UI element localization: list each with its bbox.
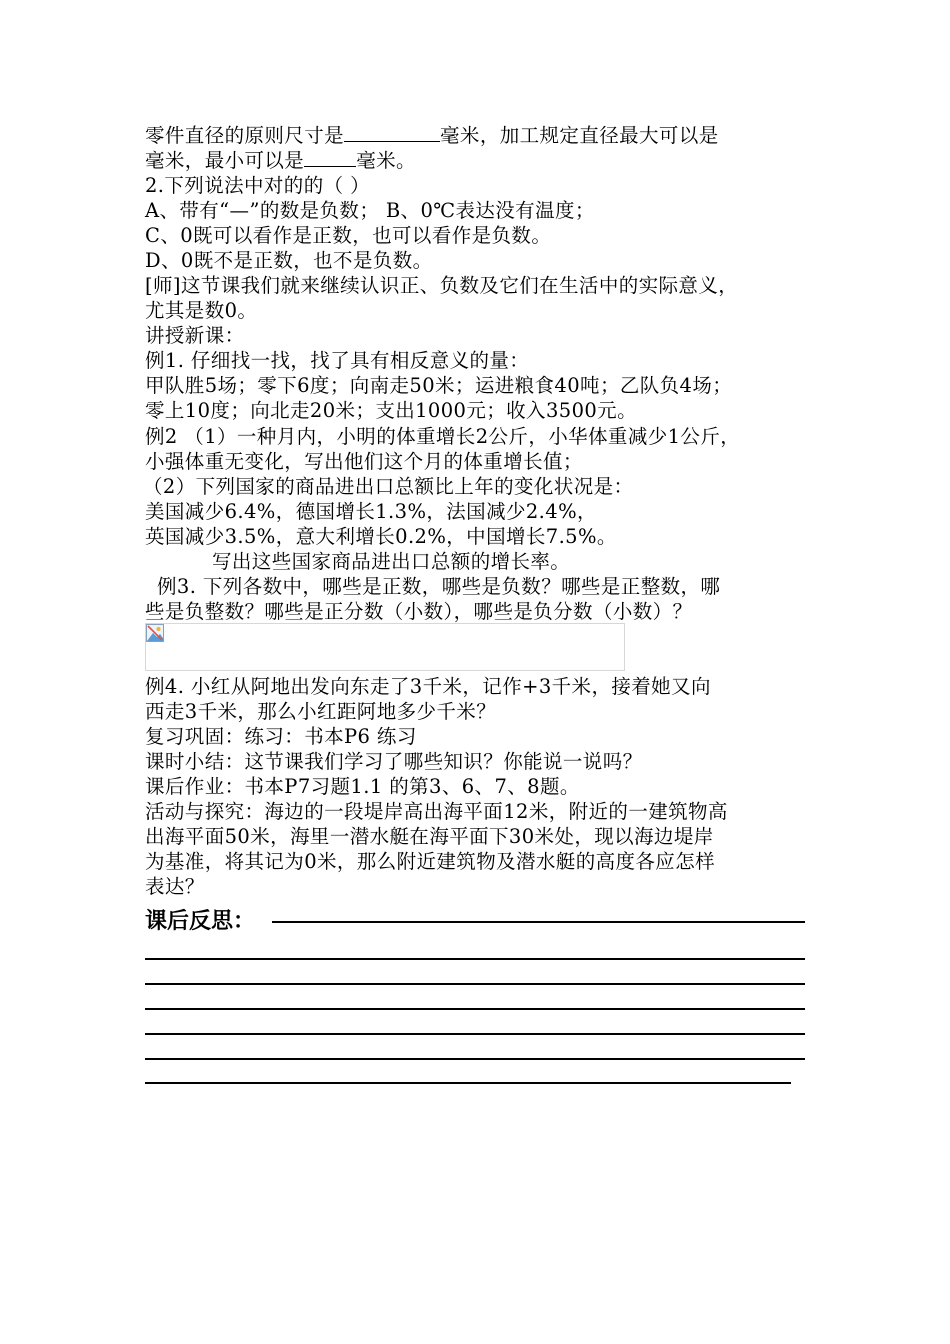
reflection-rule (145, 1058, 805, 1060)
teacher-line-2: 尤其是数0。 (145, 299, 258, 322)
text-line-2 (145, 148, 416, 173)
summary-line: 课时小结：这节课我们学习了哪些知识？你能说一说吗？ (145, 750, 643, 773)
example-1-line-3: 零上10度；向北走20米；支出1000元；收入3500元。 (145, 399, 637, 422)
reflection-rule (145, 983, 805, 985)
section-heading-new-lesson: 讲授新课： (145, 324, 245, 347)
broken-image-icon (146, 624, 164, 642)
activity-line-4: 表达？ (145, 875, 205, 898)
reflection-rule (145, 1033, 805, 1035)
reflection-rule (145, 1008, 805, 1010)
activity-line-2: 出海平面50米，海里一潜水艇在海平面下30米处，现以海边堤岸 (145, 825, 714, 848)
fill-blank (344, 123, 440, 142)
example-3: 例3. 下列各数中，哪些是正数，哪些是负数？哪些是正整数，哪 (157, 575, 721, 598)
example-2: 例2 （1）一种月内，小明的体重增长2公斤，小华体重减少1公斤， (145, 425, 741, 448)
homework-line: 课后作业：书本P7习题1.1 的第3、6、7、8题。 (145, 775, 580, 798)
review-line: 复习巩固：练习：书本P6 练习 (145, 725, 417, 748)
reflection-rule (145, 1082, 791, 1084)
example-2-line-6: 写出这些国家商品进出口总额的增长率。 (212, 550, 571, 573)
text-line-1 (145, 123, 719, 148)
text-segment: 毫米，加工规定直径最大可以是 (440, 124, 719, 147)
text-segment: 毫米，最小可以是 (145, 149, 305, 172)
activity-line-3: 为基准，将其记为0米，那么附近建筑物及潜水艇的高度各应怎样 (145, 850, 716, 873)
question-2: 2.下列说法中对的的（ ） (145, 174, 371, 197)
text-segment: 零件直径的原则尺寸是 (145, 124, 345, 147)
example-4: 例4. 小红从阿地出发向东走了3千米，记作+3千米，接着她又向 (145, 675, 711, 698)
option-d: D、0既不是正数，也不是负数。 (145, 249, 433, 272)
example-2-line-2: 小强体重无变化，写出他们这个月的体重增长值； (145, 450, 583, 473)
text-segment: 毫米。 (356, 149, 416, 172)
example-1: 例1. 仔细找一找，找了具有相反意义的量： (145, 349, 530, 372)
reflection-title: 课后反思： (145, 909, 256, 934)
activity-line-1: 活动与探究：海边的一段堤岸高出海平面12米，附近的一建筑物高 (145, 800, 728, 823)
example-2-line-5: 英国减少3.5%，意大利增长0.2%，中国增长7.5%。 (145, 525, 617, 548)
example-2-part-2: （2）下列国家的商品进出口总额比上年的变化状况是： (143, 475, 634, 498)
broken-image-frame (145, 623, 625, 671)
example-4-line-2: 西走3千米，那么小红距阿地多少千米？ (145, 700, 497, 723)
fill-blank (304, 148, 356, 167)
example-3-line-2: 些是负整数？哪些是正分数（小数），哪些是负分数（小数）？ (145, 600, 693, 623)
option-c: C、0既可以看作是正数，也可以看作是负数。 (145, 224, 552, 247)
reflection-rule (145, 958, 805, 960)
reflection-rule (272, 921, 805, 923)
option-a-b: A、带有“—”的数是负数； B、0℃表达没有温度； (145, 199, 595, 222)
example-1-line-2: 甲队胜5场；零下6度；向南走50米；运进粮食40吨；乙队负4场； (145, 374, 733, 397)
teacher-line-1: [师]这节课我们就来继续认识正、负数及它们在生活中的实际意义， (145, 274, 739, 297)
example-2-line-4: 美国减少6.4%，德国增长1.3%，法国减少2.4%， (145, 500, 597, 523)
